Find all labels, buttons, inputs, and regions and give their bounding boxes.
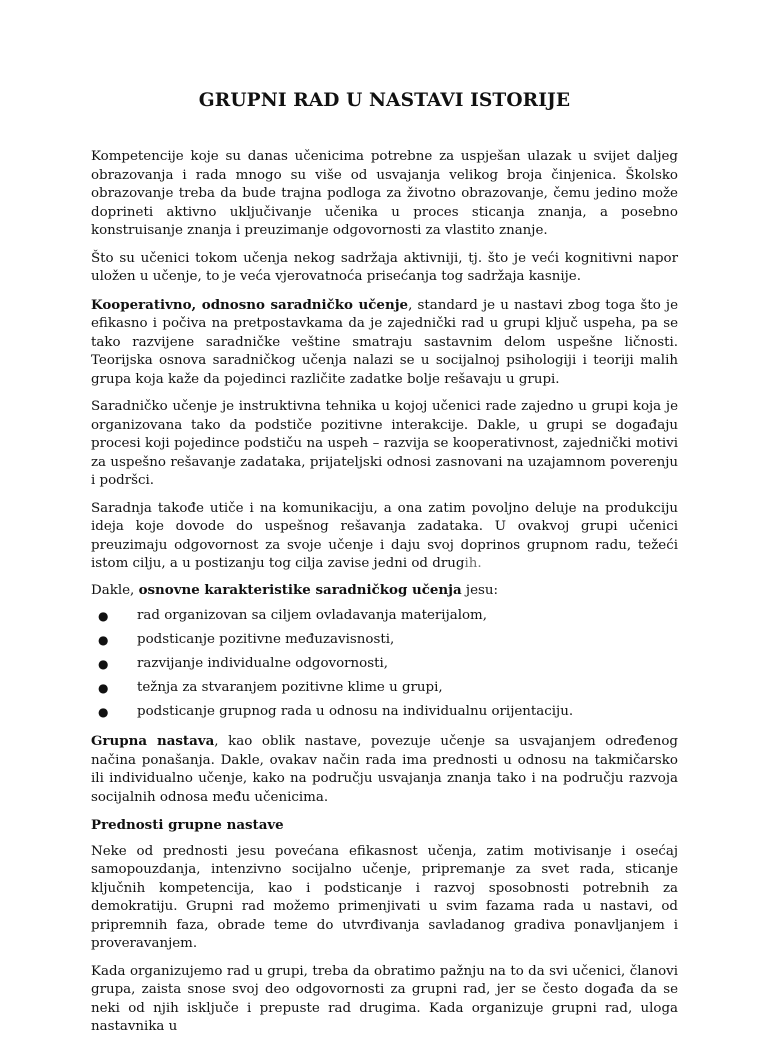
paragraph-cooperative-learning-text: , standard je u nastavi zbog toga što je efikasno i počiva na pretpostavkama da je zajednički rad u grupi ključ uspeha, pa se tako razvijene saradničke veštine smatraju sastavnim delom uspešne ličnosti. Teorijska osnova saradničkog učenja nalazi se u socijalnoj psihologiji i teoriji malih grupa koja kaže da pojedinci različite zadatke bolje rešavaju u grupi. (91, 297, 678, 387)
document-title: GRUPNI RAD U NASTAVI ISTORIJE (198, 90, 571, 111)
list-item-text: rad organizovan sa ciljem ovladavanja materijalom, (137, 608, 488, 623)
section-heading-advantages: Prednosti grupne nastave (91, 817, 284, 833)
bullet-icon: ● (98, 633, 109, 647)
paragraph-communication (91, 500, 678, 574)
paragraph-competencies: Kompetencije koje su danas učenicima potrebne za uspješan ulazak u svijet daljeg obrazovanja i rada mnogo su više od usvajanja velikog broja činjenica. Školsko obrazovanje treba da bude trajna podloga za životno obrazovanje, čemu jedino može doprineti aktivno uključivanje učenika u proces sticanja znanja, a posebno konstruisanje znanja i preuzimanje odgovornosti za vlastito znanje. (91, 149, 678, 238)
paragraph-group-teaching-text: , kao oblik nastave, povezuje učenje sa usvajanjem određenog načina ponašanja. Dakle, ovakav način rada ima prednosti u odnosu na takmičarsko ili individualno učenje, kako na području usvajanja znanja tako i na području razvoja socijalnih odnosa među učenicima. (91, 734, 678, 805)
paragraph-organizing-groups: Kada organizujemo rad u grupi, treba da obratimo pažnju na to da svi učenici, članovi grupa, zaista snose svoj deo odgovornosti za grupni rad, jer se često događa da se neki od njih isključe i prepuste rad drugima. Kada organizuje grupni rad, uloga nastavnika u (91, 963, 678, 1034)
list-item (91, 655, 678, 673)
paragraph-characteristics-intro (91, 581, 678, 601)
term-group-teaching: Grupna nastava (91, 733, 215, 749)
bullet-icon: ● (98, 657, 109, 671)
paragraph-activity: Što su učenici tokom učenja nekog sadržaja aktivniji, tj. što je veći kognitivni napor uložen u učenje, to je veća vjerovatnoća prisećanja tog sadržaja kasnije. (91, 250, 678, 284)
bullet-icon: ● (98, 705, 109, 719)
list-item-text: težnja za stvaranjem pozitivne klime u grupi, (137, 680, 443, 695)
bullet-icon: ● (98, 681, 109, 695)
term-cooperative-learning: Kooperativno, odnosno saradničko učenje (91, 296, 409, 313)
characteristics-intro-end: jesu: (461, 582, 499, 598)
list-item-text: podsticanje grupnog rada u odnosu na individualnu orijentaciju. (137, 704, 574, 719)
characteristics-intro-start: Dakle, (91, 582, 139, 598)
paragraph-cooperative-learning (91, 296, 678, 390)
bullet-icon: ● (98, 609, 109, 623)
list-item (91, 631, 678, 649)
list-item (91, 607, 678, 625)
characteristics-list (91, 607, 678, 721)
list-item-text: podsticanje pozitivne međuzavisnosti, (137, 632, 395, 647)
paragraph-group-teaching (91, 732, 678, 807)
list-item (91, 703, 678, 721)
paragraph-communication-text: Saradnja takođe utiče i na komunikaciju, a ona zatim povoljno deluje na produkciju ideja koje dovode do uspešnog rešavanja zadataka. U ovakvoj grupi učenici preuzimaju odgovornost za svoje učenje i daju svoj doprinos grupnom radu, težeći istom cilju, a u postizanju tog cilja zavise jedni od drug (91, 500, 678, 571)
paragraph-instructive-technique: Saradničko učenje je instruktivna tehnika u kojoj učenici rade zajedno u grupi koja je organizovana tako da podstiče pozitivne interakcije. Dakle, u grupi se događaju procesi koji pojedince podstiču na uspeh – razvija se kooperativnost, zajednički motivi za uspešno rešavanje zadataka, prijateljski odnosi zasnovani na uzajamnom poverenju i podršci. (91, 399, 678, 488)
paragraph-communication-faded-end: ih. (464, 556, 482, 571)
list-item-text: razvijanje individualne odgovornosti, (137, 656, 389, 671)
list-item (91, 679, 678, 697)
paragraph-advantages: Neke od prednosti jesu povećana efikasnost učenja, zatim motivisanje i osećaj samopouzdanja, intenzivno socijalno učenje, pripremanje za svet rada, sticanje ključnih kompetencija, kao i podsticanje i razvoj sposobnosti potrebnih za demokratiju. Grupni rad možemo primenjivati u svim fazama rada u nastavi, od pripremnih faza, obrade teme do utvrđivanja savladanog gradiva ponavljanjem i proveravanjem. (91, 843, 678, 951)
term-basic-characteristics: osnovne karakteristike saradničkog učenja (138, 581, 462, 598)
